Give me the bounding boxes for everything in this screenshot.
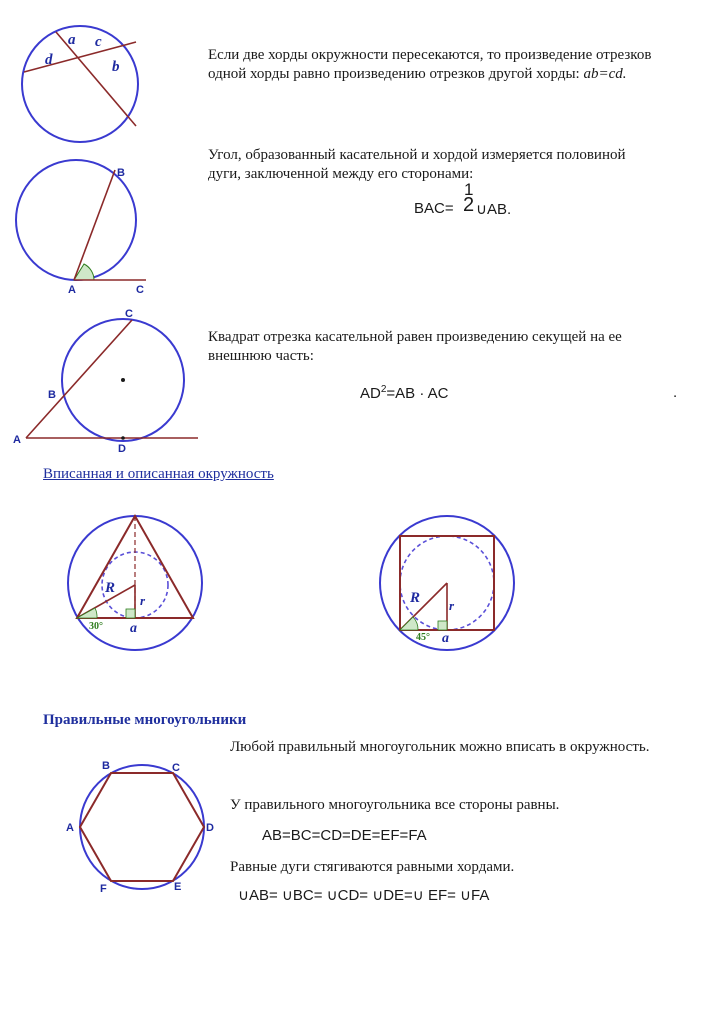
label-30-deg: 30°	[89, 621, 103, 632]
equal-arcs-formula: ∪AB= ∪BC= ∪CD= ∪DE=∪ EF= ∪FA	[238, 887, 490, 904]
point-d-dot	[121, 436, 125, 440]
label-A: A	[66, 822, 74, 834]
polygon-sides-text: У правильного многоугольника все стороны равны.	[230, 797, 560, 813]
trailing-dot: .	[673, 384, 678, 401]
label-E: E	[174, 881, 182, 893]
circumscribed-circle	[80, 765, 204, 889]
inscribed-circumscribed-heading[interactable]: Вписанная и описанная окружность	[43, 466, 274, 482]
tangent-chord-figure	[6, 158, 166, 298]
label-a: a	[442, 631, 449, 646]
polygon-inscribe-text: Любой правильный многоугольник можно вписать в окружность.	[230, 739, 650, 755]
label-C: C	[172, 762, 180, 774]
label-a: a	[130, 621, 137, 636]
equal-arcs-text: Равные дуги стягиваются равными хордами.	[230, 859, 515, 875]
regular-polygons-heading: Правильные многоугольники	[43, 712, 247, 728]
right-angle-mark	[438, 621, 447, 630]
label-F: F	[100, 883, 107, 895]
square-figure	[378, 510, 523, 655]
label-c: c	[95, 34, 102, 50]
formula-exponent: 2	[380, 384, 387, 395]
tangent-chord-text: Угол, образованный касательной и хордой измеряется половиной дуги, заключенной между его сторонами:	[208, 147, 626, 182]
tangent-secant-figure	[10, 308, 210, 456]
hexagon-figure	[62, 757, 222, 897]
formula-fraction-numerator: 1	[464, 180, 474, 199]
label-B: B	[48, 389, 56, 401]
tangent-secant-text: Квадрат отрезка касательной равен произведению секущей на ее внешнюю часть:	[208, 329, 622, 364]
label-C: C	[136, 284, 144, 296]
triangle-figure	[60, 508, 220, 648]
right-angle-mark	[126, 609, 135, 618]
intersecting-chords-figure	[18, 14, 148, 149]
tangent-secant-formula	[360, 384, 449, 402]
equal-sides-formula: AB=BC=CD=DE=EF=FA	[262, 827, 427, 844]
formula-rest: =AB · AC	[386, 385, 449, 402]
chords-circle	[22, 26, 138, 142]
label-A: A	[13, 434, 21, 446]
regular-hexagon	[80, 773, 204, 881]
label-b: b	[112, 59, 120, 75]
label-A: A	[68, 284, 76, 296]
formula-right: ∪AB.	[476, 201, 512, 218]
chords-theorem-text: Если две хорды окружности пересекаются, то произведение отрезков одной хорды равно произведению отрезков другой хорды: ab=cd.	[208, 47, 652, 82]
angle-45-arc	[400, 617, 418, 630]
label-C: C	[125, 308, 133, 320]
formula-base: AD	[360, 385, 381, 402]
circle-center-dot	[121, 378, 125, 382]
chord-ab-line	[74, 170, 115, 280]
label-D: D	[118, 443, 126, 455]
label-D: D	[206, 822, 214, 834]
formula-fraction-denominator: 2	[463, 194, 475, 216]
formula-left: BAC=	[414, 200, 454, 217]
label-R: R	[105, 580, 116, 596]
label-d: d	[45, 52, 53, 68]
label-r: r	[449, 598, 455, 613]
label-r: r	[140, 593, 146, 608]
tangent-chord-formula	[414, 180, 554, 220]
chords-formula: ab=cd.	[583, 66, 627, 82]
label-B: B	[102, 760, 110, 772]
label-B: B	[117, 167, 125, 179]
label-a: a	[68, 32, 76, 48]
label-45-deg: 45°	[416, 632, 430, 643]
label-R: R	[410, 590, 421, 606]
